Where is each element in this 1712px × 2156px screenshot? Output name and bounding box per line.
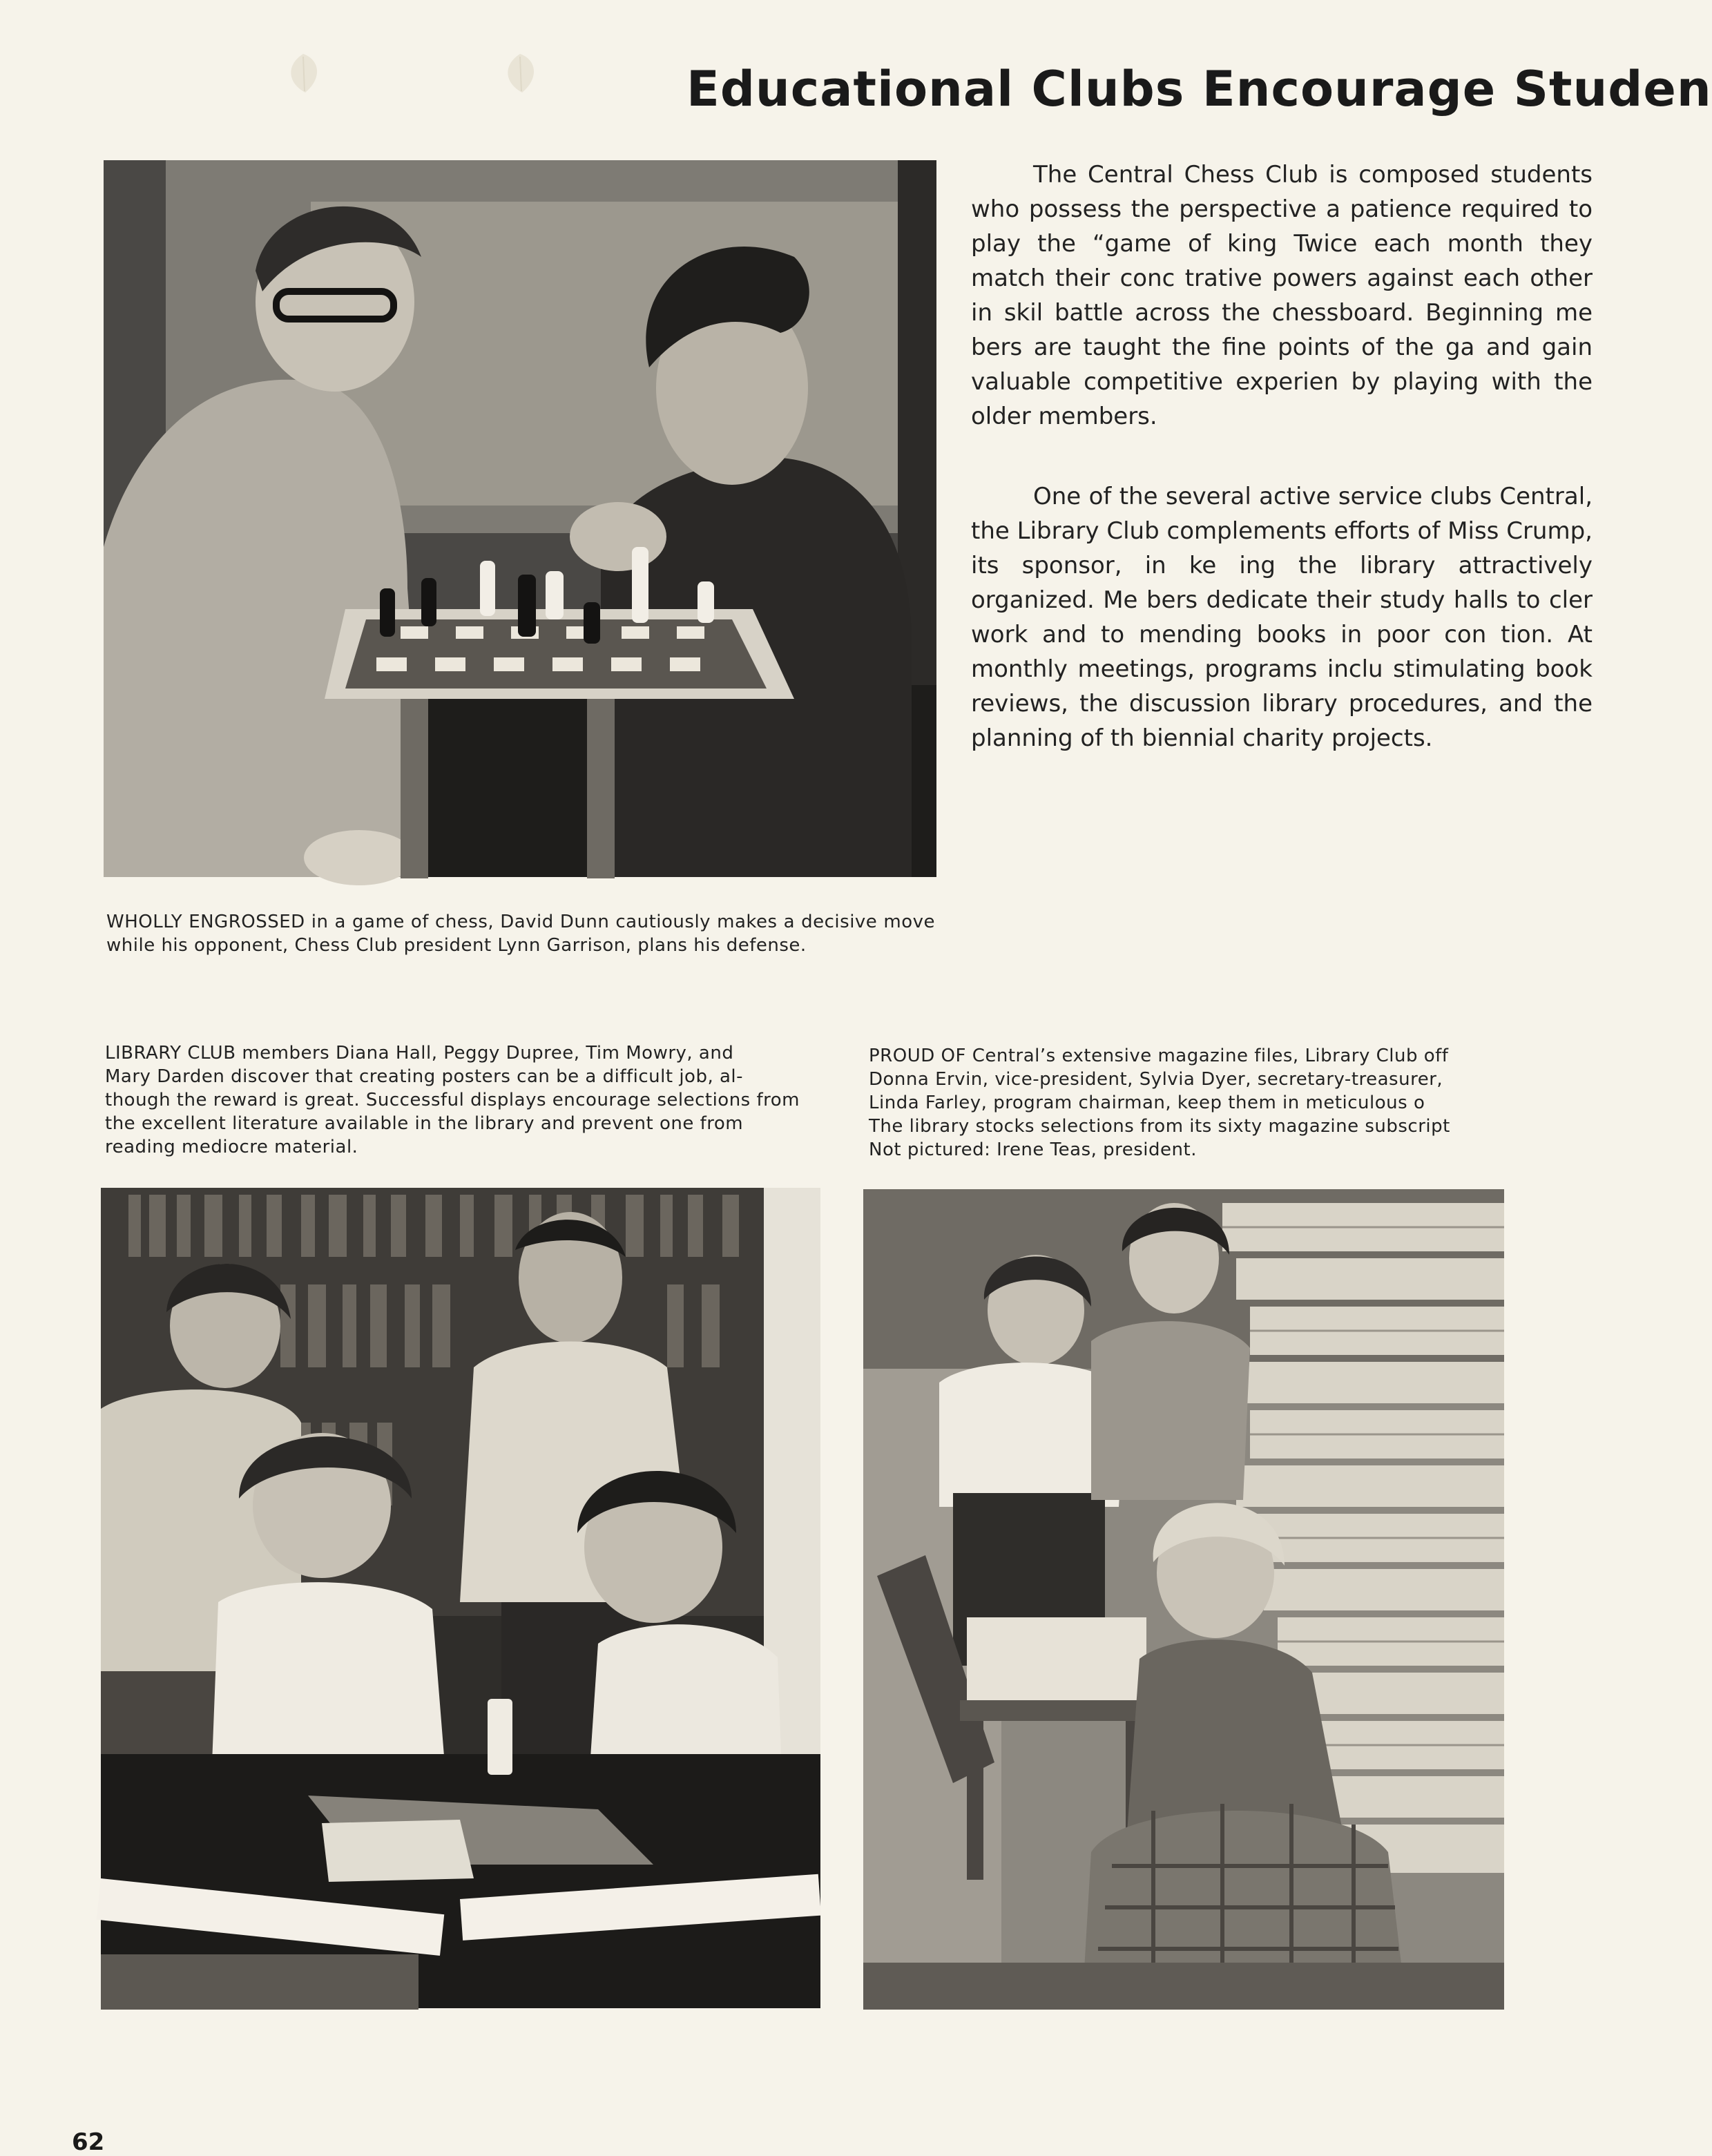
caption-line: PROUD OF Central’s extensive magazine files, Library Club off — [869, 1046, 1449, 1066]
caption-line: reading mediocre material. — [105, 1137, 358, 1157]
caption-line: LIBRARY CLUB members Diana Hall, Peggy Dupree, Tim Mowry, and — [105, 1043, 734, 1063]
caption-line: though the reward is great. Successful displays encourage selections from — [105, 1090, 800, 1110]
page-title: Educational Clubs Encourage Studen — [686, 61, 1712, 117]
leaf-watermark-icon — [496, 50, 544, 98]
caption-line: the excellent literature available in the library and prevent one from — [105, 1113, 744, 1134]
library-club-paragraph: One of the several active service clubs Central, the Library Club complements efforts of Miss Crump, its sponsor, in ke ing the library attractively organized. Me bers dedicate their study halls to cler work and to mending books in poor con tion. At monthly meetings, programs inclu stimulating book reviews, the discussion library procedures, and the planning of th biennial charity projects. — [971, 483, 1593, 752]
chess-photo-caption: WHOLLY ENGROSSED in a game of chess, David Dunn cautiously makes a decisive move while his opponent, Chess Club president Lynn Garrison, plans his defense. — [106, 912, 935, 956]
chess-club-photo — [104, 160, 936, 877]
page-number: 62 — [72, 2128, 105, 2156]
chess-club-paragraph: The Central Chess Club is composed students who possess the perspective a patience required to play the “game of king Twice each month they match their conc trative powers against each other in skil battle across the chessboard. Beginning me bers are taught the fine points of the ga and gain valuable competitive experien by playing with the older members. — [971, 161, 1593, 430]
caption-line: Donna Ervin, vice-president, Sylvia Dyer, secretary-treasurer, — [869, 1069, 1443, 1090]
magazine-files-photo — [863, 1189, 1504, 2010]
caption-line: The library stocks selections from its sixty magazine subscript — [869, 1116, 1450, 1137]
magazine-photo-caption — [869, 1044, 1559, 1162]
caption-line: Linda Farley, program chairman, keep them in meticulous o — [869, 1093, 1425, 1113]
library-photo-caption — [105, 1041, 831, 1159]
library-club-photo — [101, 1188, 820, 2008]
leaf-watermark-icon — [279, 50, 327, 98]
caption-line: Mary Darden discover that creating posters can be a difficult job, al- — [105, 1066, 744, 1087]
caption-line: Not pictured: Irene Teas, president. — [869, 1139, 1197, 1160]
